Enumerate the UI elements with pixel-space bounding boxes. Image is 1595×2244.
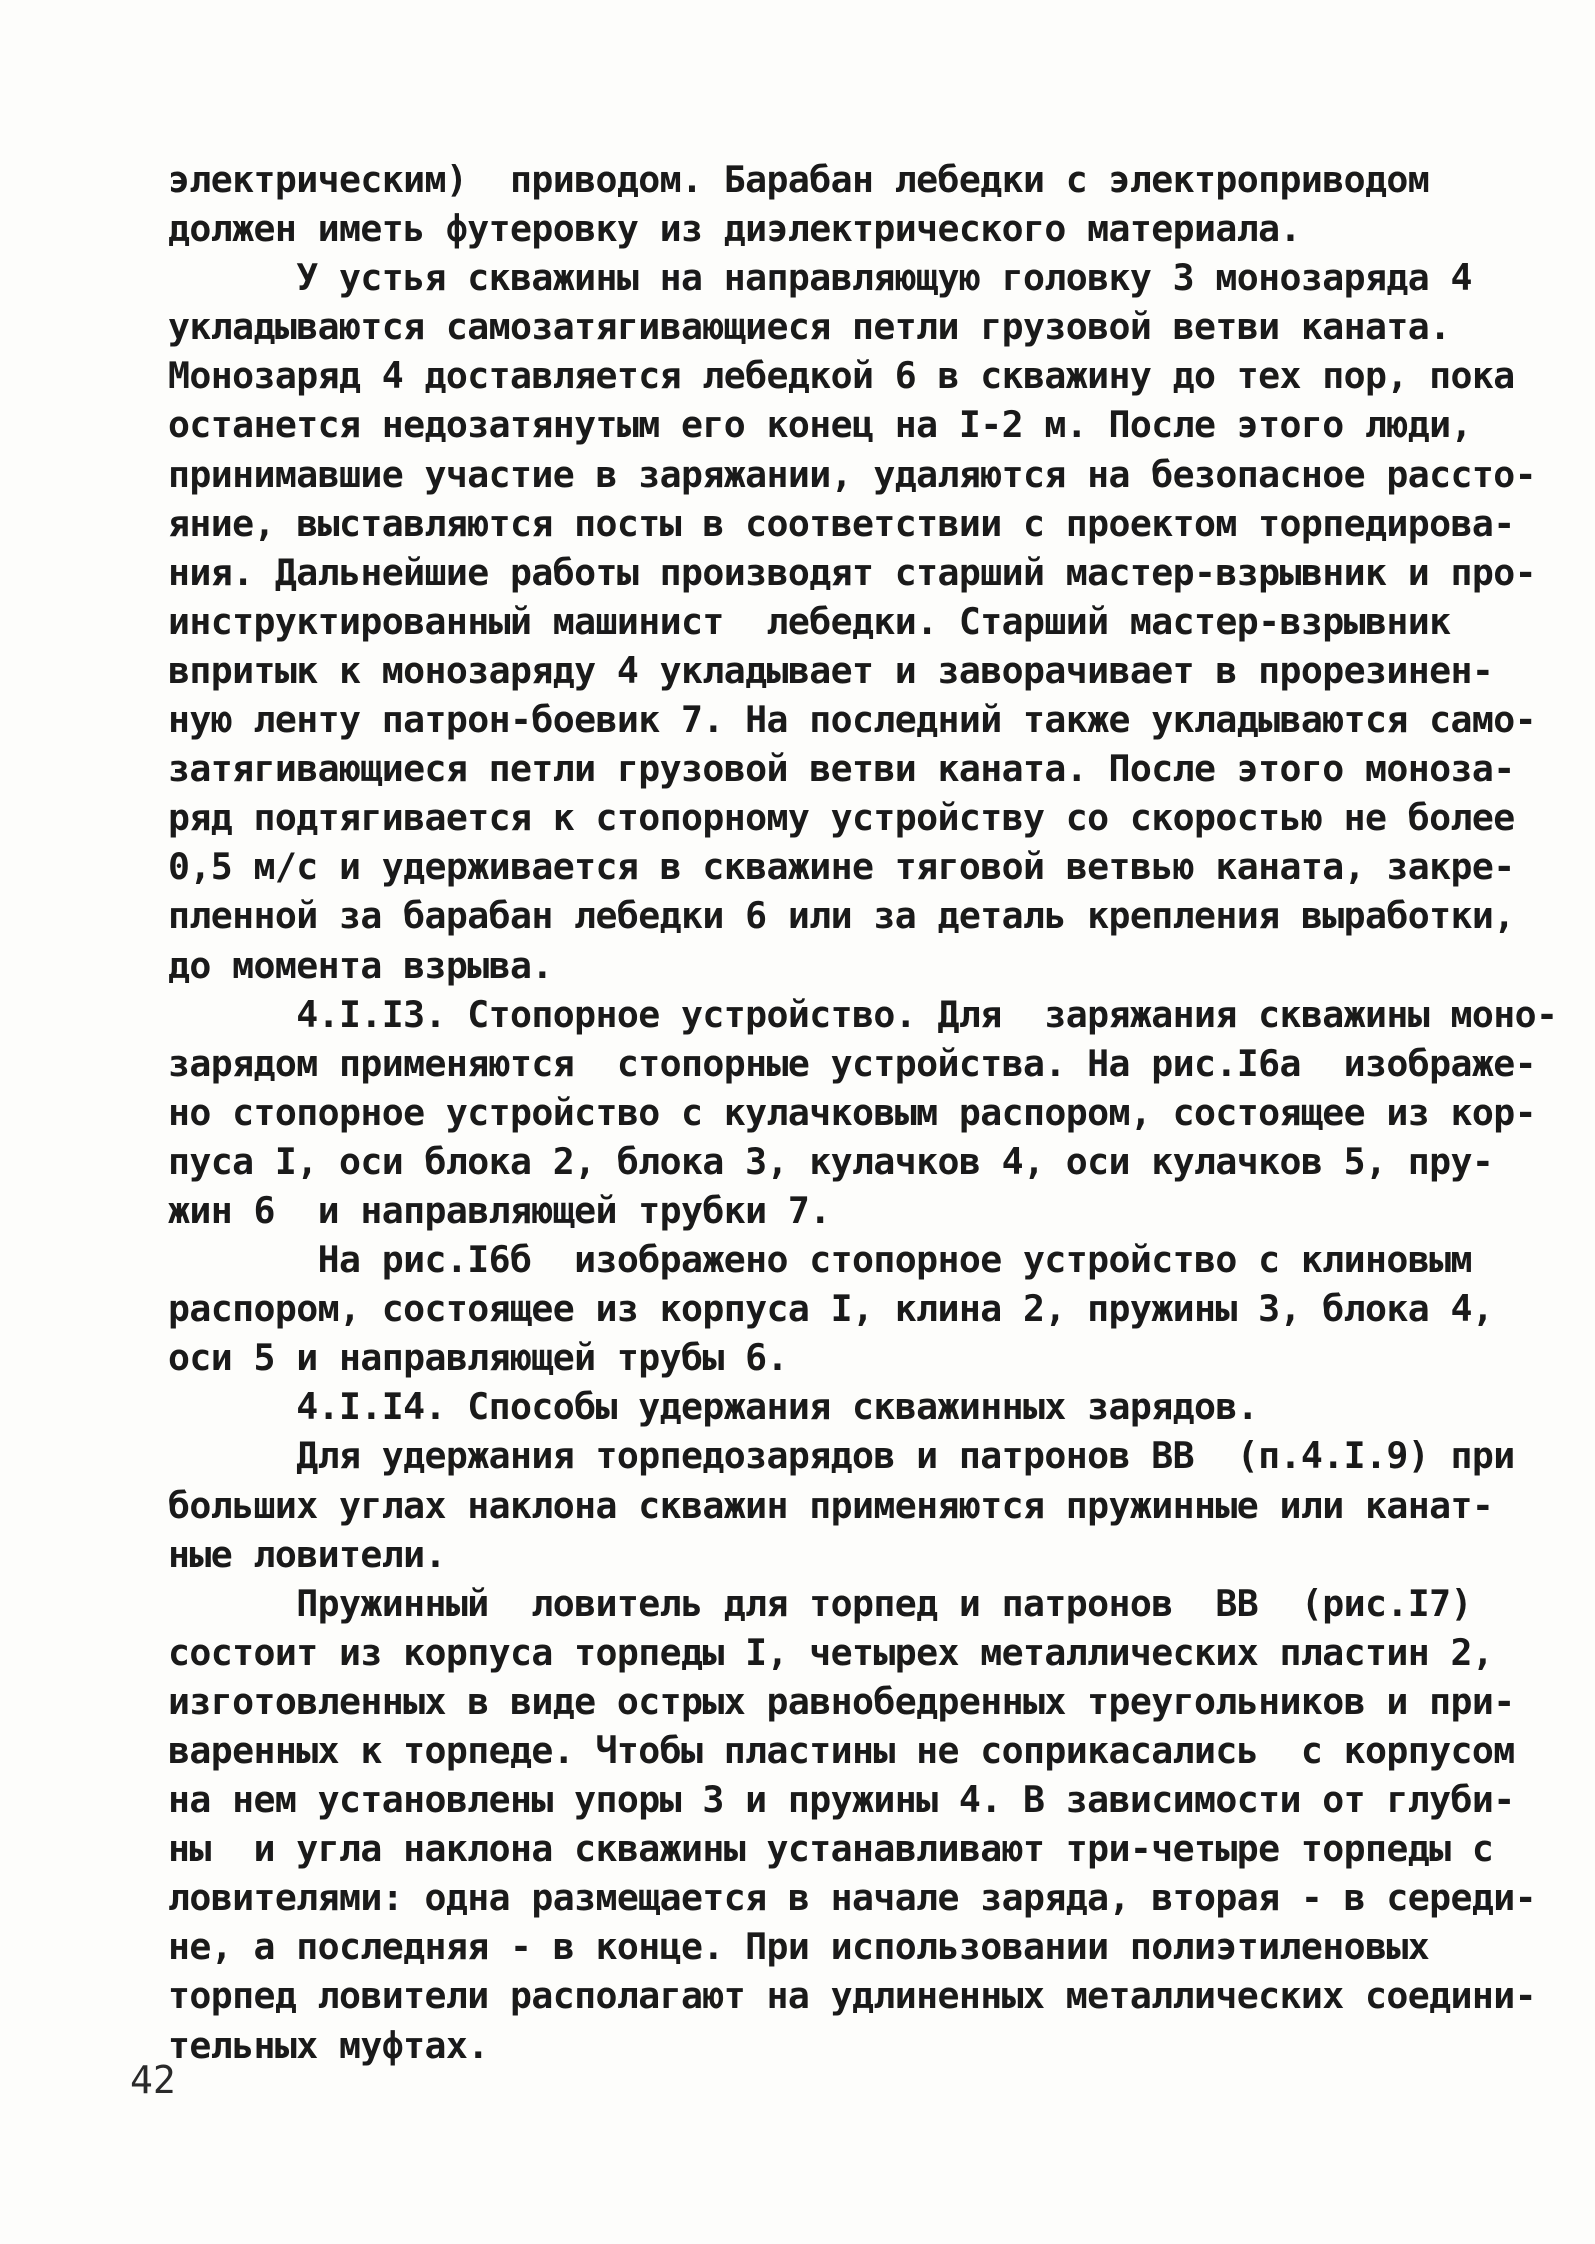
text-line: принимавшие участие в заряжании, удаляются на безопасное рассто- — [168, 452, 1536, 496]
text-line: оси 5 и направляющей трубы 6. — [168, 1336, 788, 1380]
text-line: ния. Дальнейшие работы производят старший мастер-взрывник и про- — [168, 550, 1536, 594]
text-line: не, а последняя - в конце. При использовании полиэтиленовых — [168, 1925, 1430, 1969]
text-line: Пружинный ловитель для торпед и патронов ВВ (рис.I7) — [168, 1581, 1472, 1625]
text-line: до момента взрыва. — [168, 943, 553, 987]
text-line: Для удержания торпедозарядов и патронов ВВ (п.4.I.9) при — [168, 1434, 1515, 1478]
text-line: ные ловители. — [168, 1532, 446, 1576]
text-line: должен иметь футеровку из диэлектрического материала. — [168, 207, 1301, 251]
text-line: Монозаряд 4 доставляется лебедкой 6 в скважину до тех пор, пока — [168, 354, 1515, 398]
text-line: затягивающиеся петли грузовой ветви каната. После этого моноза- — [168, 747, 1515, 791]
text-line: ную ленту патрон-боевик 7. На последний также укладываются само- — [168, 698, 1536, 742]
text-line: распором, состоящее из корпуса I, клина 2, пружины 3, блока 4, — [168, 1287, 1494, 1331]
section-heading-line: 4.I.I3. Стопорное устройство. Для заряжания скважины моно- — [168, 992, 1558, 1036]
text-line: ловителями: одна размещается в начале заряда, вторая - в середи- — [168, 1876, 1536, 1920]
body-text — [168, 155, 1558, 2070]
text-line: на нем установлены упоры 3 и пружины 4. В зависимости от глуби- — [168, 1778, 1515, 1822]
text-line: тельных муфтах. — [168, 2023, 489, 2067]
text-line: яние, выставляются посты в соответствии с проектом торпедирова- — [168, 501, 1515, 545]
text-line: ны и угла наклона скважины устанавливают три-четыре торпеды с — [168, 1827, 1494, 1871]
text-line: У устья скважины на направляющую головку 3 монозаряда 4 — [168, 256, 1472, 300]
text-line: электрическим) приводом. Барабан лебедки с электроприводом — [168, 158, 1430, 201]
text-line: пленной за барабан лебедки 6 или за деталь крепления выработки, — [168, 894, 1515, 938]
page-number: 42 — [130, 2058, 176, 2102]
text-line: изготовленных в виде острых равнобедренных треугольников и при- — [168, 1679, 1515, 1723]
text-line: торпед ловители располагают на удлиненных металлических соедини- — [168, 1974, 1536, 2018]
text-line: варенных к торпеде. Чтобы пластины не соприкасались с корпусом — [168, 1729, 1515, 1772]
text-line: впритык к монозаряду 4 укладывает и заворачивает в прорезинен- — [168, 648, 1494, 692]
text-line: жин 6 и направляющей трубки 7. — [168, 1188, 831, 1232]
text-line: больших углах наклона скважин применяются пружинные или канат- — [168, 1483, 1494, 1527]
text-line: укладываются самозатягивающиеся петли грузовой ветви каната. — [168, 305, 1451, 349]
text-line: 0,5 м/с и удерживается в скважине тяговой ветвью каната, закре- — [168, 845, 1515, 889]
text-line: состоит из корпуса торпеды I, четырех металлических пластин 2, — [168, 1630, 1494, 1674]
text-line: но стопорное устройство с кулачковым распором, состоящее из кор- — [168, 1090, 1536, 1134]
text-line: зарядом применяются стопорные устройства. На рис.I6а изображе- — [168, 1041, 1536, 1085]
text-line: пуса I, оси блока 2, блока 3, кулачков 4, оси кулачков 5, пру- — [168, 1139, 1494, 1183]
text-line: ряд подтягивается к стопорному устройству со скоростью не более — [168, 796, 1515, 840]
text-line: инструктированный машинист лебедки. Старший мастер-взрывник — [168, 599, 1451, 643]
text-line: останется недозатянутым его конец на I-2 м. После этого люди, — [168, 403, 1472, 447]
text-line: На рис.I6б изображено стопорное устройство с клиновым — [168, 1238, 1472, 1282]
section-heading-line: 4.I.I4. Способы удержания скважинных зарядов. — [168, 1385, 1259, 1429]
